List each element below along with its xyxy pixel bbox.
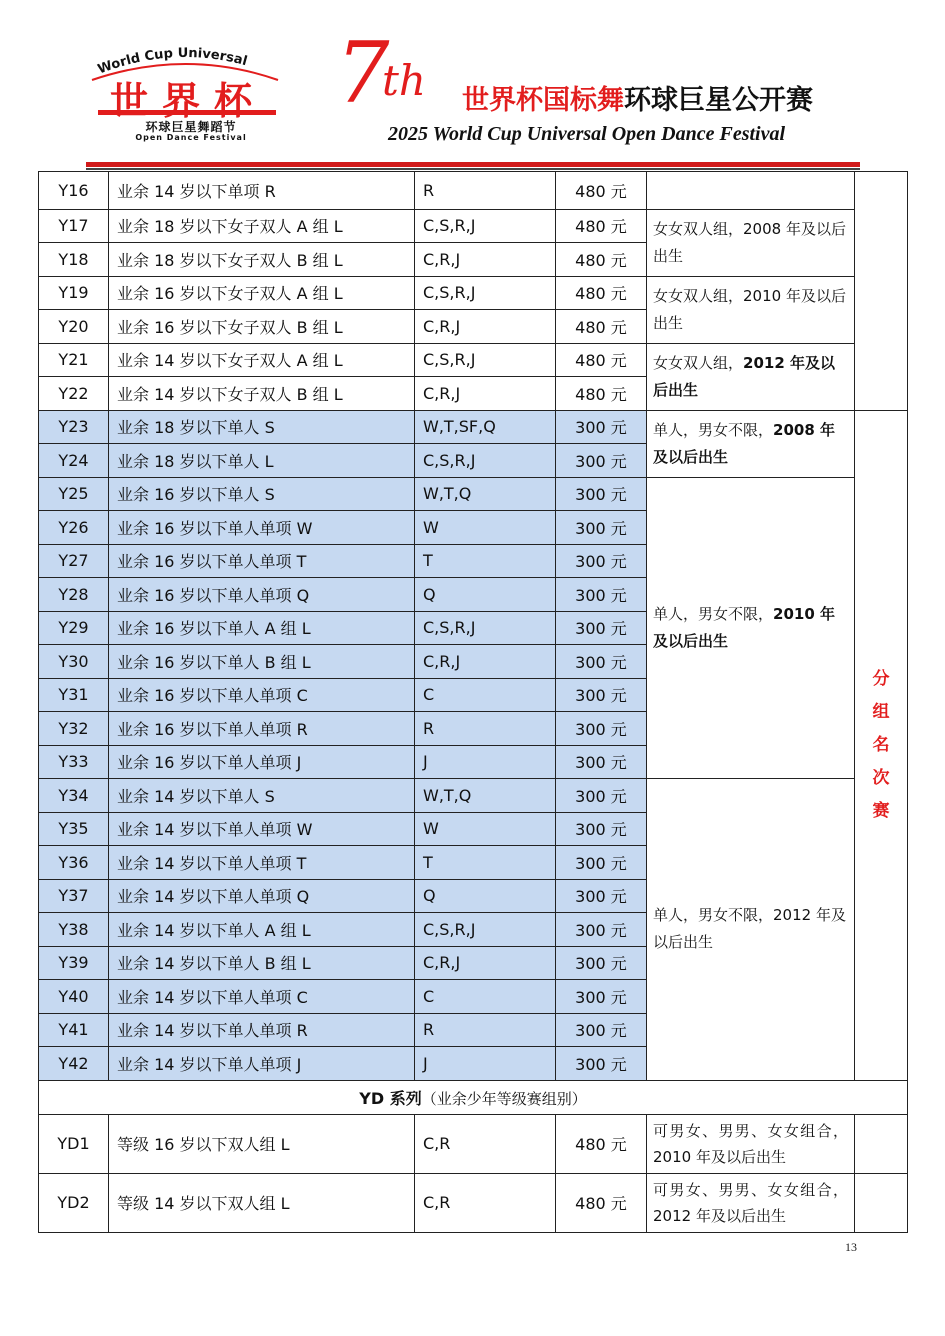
event-dances: R (415, 1013, 556, 1047)
event-dances: W,T,SF,Q (415, 410, 556, 444)
event-code: Y38 (39, 913, 109, 947)
eligibility-note-y17-y18-text: 女女双人组，2008 年及以后出生 (653, 219, 846, 265)
event-dances: R (415, 172, 556, 210)
event-fee: 480 元 (556, 310, 647, 344)
eligibility-note-y17-y18 (647, 209, 855, 276)
event-dances: C,S,R,J (415, 209, 556, 243)
event-code: Y17 (39, 209, 109, 243)
event-code: YD2 (39, 1173, 109, 1232)
side-label-char: 名 (872, 734, 890, 755)
edition-number: 7 (336, 24, 390, 122)
event-name: 业余 18 岁以下女子双人 B 组 L (109, 243, 415, 277)
event-fee: 300 元 (556, 812, 647, 846)
event-dances: T (415, 544, 556, 578)
yd-section-title-bold: YD 系列 (359, 1088, 422, 1108)
event-dances: C,S,R,J (415, 444, 556, 478)
event-dances: C (415, 980, 556, 1014)
header-divider-red (86, 162, 860, 167)
event-name: 业余 16 岁以下单人单项 J (109, 745, 415, 779)
fee-table (38, 171, 908, 1233)
event-code: Y39 (39, 946, 109, 980)
event-name: 业余 14 岁以下女子双人 A 组 L (109, 343, 415, 377)
side-label-group-ranking (855, 410, 908, 1080)
event-code: Y41 (39, 1013, 109, 1047)
event-name: 业余 18 岁以下女子双人 A 组 L (109, 209, 415, 243)
table-row (39, 1173, 908, 1232)
eligibility-note-y25-y33 (647, 477, 855, 779)
event-dances: W,T,Q (415, 477, 556, 511)
event-code: Y20 (39, 310, 109, 344)
event-code: Y34 (39, 779, 109, 813)
event-fee: 300 元 (556, 745, 647, 779)
event-name: 业余 14 岁以下单人单项 R (109, 1013, 415, 1047)
event-title-cn-red: 世界杯国标舞 (462, 85, 624, 116)
event-fee: 300 元 (556, 1013, 647, 1047)
yd-section-title-plain: （业余少年等级赛组别） (421, 1089, 587, 1108)
edition-suffix: th (382, 56, 426, 105)
event-fee: 300 元 (556, 410, 647, 444)
event-name: 业余 18 岁以下单人 S (109, 410, 415, 444)
event-fee: 300 元 (556, 611, 647, 645)
event-dances: C,S,R,J (415, 611, 556, 645)
table-row (39, 1114, 908, 1173)
event-dances: T (415, 846, 556, 880)
edition-mark (322, 24, 442, 122)
event-code: Y22 (39, 377, 109, 411)
side-label-char: 次 (872, 767, 890, 788)
logo-subtitle-cn: 环球巨星舞蹈节 (145, 120, 237, 134)
event-fee: 300 元 (556, 1047, 647, 1081)
eligibility-note-y34-y42 (647, 779, 855, 1081)
event-fee: 300 元 (556, 645, 647, 679)
event-dances: Q (415, 879, 556, 913)
event-code: Y21 (39, 343, 109, 377)
event-dances: C,R (415, 1114, 556, 1173)
eligibility-note-y19-y20-text: 女女双人组，2010 年及以后出生 (653, 286, 846, 332)
eligibility-note-y23-y24 (647, 410, 855, 477)
event-code: Y18 (39, 243, 109, 277)
event-dances: C,R,J (415, 645, 556, 679)
side-label-empty (855, 1173, 908, 1232)
side-label-empty (855, 172, 908, 411)
event-name: 业余 14 岁以下单人单项 W (109, 812, 415, 846)
event-fee: 300 元 (556, 678, 647, 712)
eligibility-note-empty (647, 172, 855, 210)
event-dances: J (415, 1047, 556, 1081)
eligibility-note: 可男女、男男、女女组合，2010 年及以后出生 (647, 1114, 855, 1173)
eligibility-note-y21-y22-text: 女女双人组， (653, 353, 744, 372)
event-fee: 480 元 (556, 377, 647, 411)
event-name: 业余 16 岁以下单人单项 W (109, 511, 415, 545)
event-fee: 300 元 (556, 712, 647, 746)
event-name: 业余 16 岁以下单人单项 C (109, 678, 415, 712)
event-dances: J (415, 745, 556, 779)
event-code: Y32 (39, 712, 109, 746)
event-dances: C,R,J (415, 377, 556, 411)
table-row (39, 276, 908, 310)
event-code: Y28 (39, 578, 109, 612)
eligibility-note-y25-y33-text: 单人，男女不限， (653, 604, 774, 623)
logo-subtitle-en: Open Dance Festival (135, 133, 247, 142)
event-name: 业余 16 岁以下单人单项 R (109, 712, 415, 746)
event-dances: C,R,J (415, 946, 556, 980)
event-dances: C,R,J (415, 310, 556, 344)
eligibility-note-y21-y22-bold-text: 2012 年及以后出生 (653, 353, 835, 399)
event-fee: 480 元 (556, 209, 647, 243)
event-dances: C,S,R,J (415, 913, 556, 947)
event-dances: C (415, 678, 556, 712)
event-fee: 300 元 (556, 578, 647, 612)
event-name: 业余 16 岁以下单人 B 组 L (109, 645, 415, 679)
event-code: YD1 (39, 1114, 109, 1173)
event-name: 业余 18 岁以下单人 L (109, 444, 415, 478)
event-name: 业余 16 岁以下女子双人 A 组 L (109, 276, 415, 310)
event-code: Y30 (39, 645, 109, 679)
eligibility-note: 可男女、男男、女女组合，2012 年及以后出生 (647, 1173, 855, 1232)
side-label-empty (855, 1114, 908, 1173)
event-name: 业余 16 岁以下单人单项 Q (109, 578, 415, 612)
eligibility-note-y34-y42-text: 单人，男女不限，2012 年及以后出生 (653, 906, 846, 952)
event-fee: 480 元 (556, 1173, 647, 1232)
event-code: Y36 (39, 846, 109, 880)
event-code: Y16 (39, 172, 109, 210)
event-title-cn (462, 78, 813, 117)
event-code: Y26 (39, 511, 109, 545)
event-code: Y33 (39, 745, 109, 779)
event-code: Y23 (39, 410, 109, 444)
event-dances: C,R,J (415, 243, 556, 277)
event-fee: 480 元 (556, 172, 647, 210)
event-fee: 480 元 (556, 1114, 647, 1173)
event-title-en: 2025 World Cup Universal Open Dance Festival (388, 123, 786, 145)
logo-arc-text: World Cup Universal (95, 45, 249, 78)
table-row (39, 209, 908, 243)
event-name: 业余 16 岁以下女子双人 B 组 L (109, 310, 415, 344)
event-name: 业余 14 岁以下单人 S (109, 779, 415, 813)
eligibility-note-y23-y24-text: 单人，男女不限， (653, 420, 774, 439)
event-dances: Q (415, 578, 556, 612)
event-name: 业余 14 岁以下单人单项 J (109, 1047, 415, 1081)
event-name: 业余 14 岁以下女子双人 B 组 L (109, 377, 415, 411)
page-number: 13 (845, 1240, 857, 1254)
eligibility-note-y25-y33-bold-text: 2010 年及以后出生 (653, 604, 835, 650)
event-fee: 300 元 (556, 980, 647, 1014)
logo (86, 42, 286, 142)
event-fee: 300 元 (556, 946, 647, 980)
event-fee: 480 元 (556, 243, 647, 277)
event-name: 业余 16 岁以下单人单项 T (109, 544, 415, 578)
event-code: Y27 (39, 544, 109, 578)
table-row (39, 477, 908, 511)
yd-section-title (39, 1080, 908, 1114)
event-code: Y25 (39, 477, 109, 511)
event-name: 业余 16 岁以下单人 A 组 L (109, 611, 415, 645)
event-fee: 300 元 (556, 846, 647, 880)
event-dances: W (415, 812, 556, 846)
event-name: 业余 14 岁以下单人单项 C (109, 980, 415, 1014)
event-fee: 300 元 (556, 444, 647, 478)
event-fee: 300 元 (556, 913, 647, 947)
event-dances: W (415, 511, 556, 545)
event-code: Y29 (39, 611, 109, 645)
event-fee: 300 元 (556, 511, 647, 545)
event-name: 等级 14 岁以下双人组 L (109, 1173, 415, 1232)
table-row (39, 779, 908, 813)
event-dances: R (415, 712, 556, 746)
event-fee: 300 元 (556, 779, 647, 813)
event-code: Y42 (39, 1047, 109, 1081)
eligibility-note-y19-y20 (647, 276, 855, 343)
side-label-char: 赛 (872, 800, 890, 821)
event-fee: 480 元 (556, 276, 647, 310)
event-dances: W,T,Q (415, 779, 556, 813)
event-code: Y35 (39, 812, 109, 846)
event-dances: C,R (415, 1173, 556, 1232)
event-code: Y31 (39, 678, 109, 712)
event-name: 业余 14 岁以下单人 A 组 L (109, 913, 415, 947)
side-label-char: 分 (872, 668, 890, 689)
logo-cn-text: 世界杯 (109, 79, 266, 123)
event-name: 业余 14 岁以下单人单项 Q (109, 879, 415, 913)
event-dances: C,S,R,J (415, 276, 556, 310)
event-name: 业余 16 岁以下单人 S (109, 477, 415, 511)
event-name: 业余 14 岁以下单人单项 T (109, 846, 415, 880)
event-code: Y37 (39, 879, 109, 913)
event-code: Y40 (39, 980, 109, 1014)
side-label-char: 组 (872, 701, 890, 722)
event-name: 等级 16 岁以下双人组 L (109, 1114, 415, 1173)
event-fee: 300 元 (556, 544, 647, 578)
header-divider-dark (86, 168, 860, 170)
event-name: 业余 14 岁以下单人 B 组 L (109, 946, 415, 980)
event-name: 业余 14 岁以下单项 R (109, 172, 415, 210)
yd-section-header (39, 1080, 908, 1114)
event-fee: 300 元 (556, 477, 647, 511)
event-code: Y19 (39, 276, 109, 310)
eligibility-note-y23-y24-bold-text: 2008 年及以后出生 (653, 420, 835, 466)
eligibility-note-y21-y22 (647, 343, 855, 410)
event-dances: C,S,R,J (415, 343, 556, 377)
table-row (39, 172, 908, 210)
event-fee: 300 元 (556, 879, 647, 913)
table-row (39, 410, 908, 444)
event-title-cn-black: 环球巨星公开赛 (624, 85, 813, 116)
event-fee: 480 元 (556, 343, 647, 377)
table-row (39, 343, 908, 377)
event-code: Y24 (39, 444, 109, 478)
